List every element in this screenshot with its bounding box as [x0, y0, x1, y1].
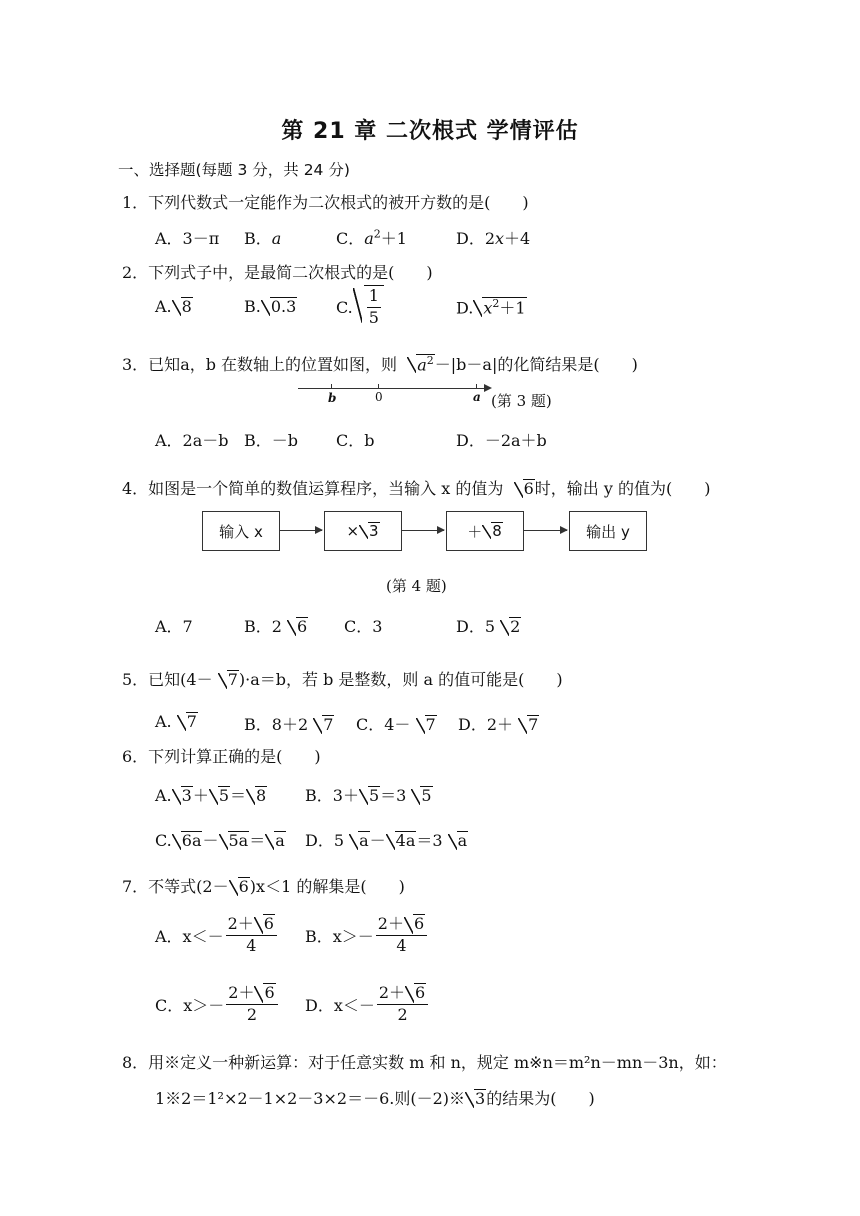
axis-label-zero: 0: [375, 390, 383, 404]
q6-option-c: C. 6a－ 5a＝ a: [155, 831, 285, 850]
q2-option-d: D. $x^2+1$: [456, 297, 526, 318]
q6-option-d: D．5 a－ 4a＝3 a: [305, 831, 468, 850]
q5-option-b: B．8＋2 7: [244, 715, 334, 734]
q1-option-d: D．2x＋4: [456, 229, 531, 248]
question-5-stem: 5．已知(4－ 7)·a＝b，若 b 是整数，则 a 的值可能是( ): [122, 670, 563, 689]
flow-add-box: ＋ 8: [446, 511, 524, 551]
number-line: [298, 383, 494, 407]
q3-option-a: A．2a－b: [155, 431, 229, 450]
question-7-stem: 7．不等式(2－ 6)x＜1 的解集是( ): [122, 877, 405, 896]
q4-option-c: C．3: [344, 617, 383, 636]
q6-option-a: A. 3＋ 5＝ 8: [155, 786, 267, 805]
q7-option-b: B．x＞－ $\frac{2+ 6}{4}$: [305, 914, 429, 957]
q4-option-d: D．5 2: [456, 617, 521, 636]
question-8-line2: 1※2＝1²×2－1×2－3×2＝－6.则(－2)※ 3的结果为( ): [155, 1089, 595, 1108]
question-4-stem: 4．如图是一个简单的数值运算程序，当输入 x 的值为 6时，输出 y 的值为( ): [122, 479, 711, 498]
q2-option-a: A. 8: [155, 297, 192, 316]
q4-option-b: B．2 6: [244, 617, 308, 636]
section-heading: 一、选择题(每题 3 分，共 24 分): [118, 161, 350, 179]
q5-option-c: C．4－ 7: [356, 715, 436, 734]
flow-arrow-3: [523, 530, 567, 531]
q1-option-a: A．3－π: [155, 229, 220, 248]
q3-option-b: B．－b: [244, 431, 299, 450]
question-3-stem: 3．已知a，b 在数轴上的位置如图，则 $a^2-|b-a|$的化简结果是( ): [122, 353, 638, 374]
question-8-line1: 8．用※定义一种新运算：对于任意实数 m 和 n，规定 m※n＝m²n－mn－3n，如：: [122, 1053, 727, 1072]
page-title: 第 21 章 二次根式 学情评估: [281, 119, 579, 144]
axis-label-a: a: [473, 390, 481, 404]
q3-option-c: C．b: [336, 431, 375, 450]
q3-option-d: D．－2a＋b: [456, 431, 547, 450]
q6-option-b: B．3＋ 5＝3 5: [305, 786, 432, 805]
question-2-stem: 2．下列式子中，是最简二次根式的是( ): [122, 263, 433, 282]
q2-option-c: C. $\frac{1}{5}$: [336, 285, 384, 329]
question-1-stem: 1．下列代数式一定能作为二次根式的被开方数的是( ): [122, 193, 529, 212]
q5-option-d: D．2＋ 7: [458, 715, 539, 734]
figure-4-caption: (第 4 题): [386, 577, 447, 595]
flow-arrow-2: [401, 530, 444, 531]
q7-option-d: D．x＜－ $\frac{2+ 6}{2}$: [305, 983, 430, 1026]
flow-arrow-1: [279, 530, 322, 531]
flow-multiply-box: × 3: [324, 511, 402, 551]
q1-option-b: B．a: [244, 229, 282, 248]
axis-label-b: b: [328, 391, 337, 405]
figure-3-caption: (第 3 题): [491, 392, 552, 410]
q5-option-a: A. 7: [155, 712, 197, 731]
question-6-stem: 6．下列计算正确的是( ): [122, 747, 321, 766]
q7-option-c: C．x＞－ $\frac{2+ 6}{2}$: [155, 983, 280, 1026]
flow-output-box: 输出 y: [569, 511, 647, 551]
flow-input-box: 输入 x: [202, 511, 280, 551]
q7-option-a: A．x＜－ $\frac{2+ 6}{4}$: [155, 914, 279, 957]
q1-option-c: C．$a^2+1$: [336, 227, 407, 248]
q4-option-a: A．7: [155, 617, 193, 636]
q2-option-b: B. 0.3: [244, 297, 297, 316]
